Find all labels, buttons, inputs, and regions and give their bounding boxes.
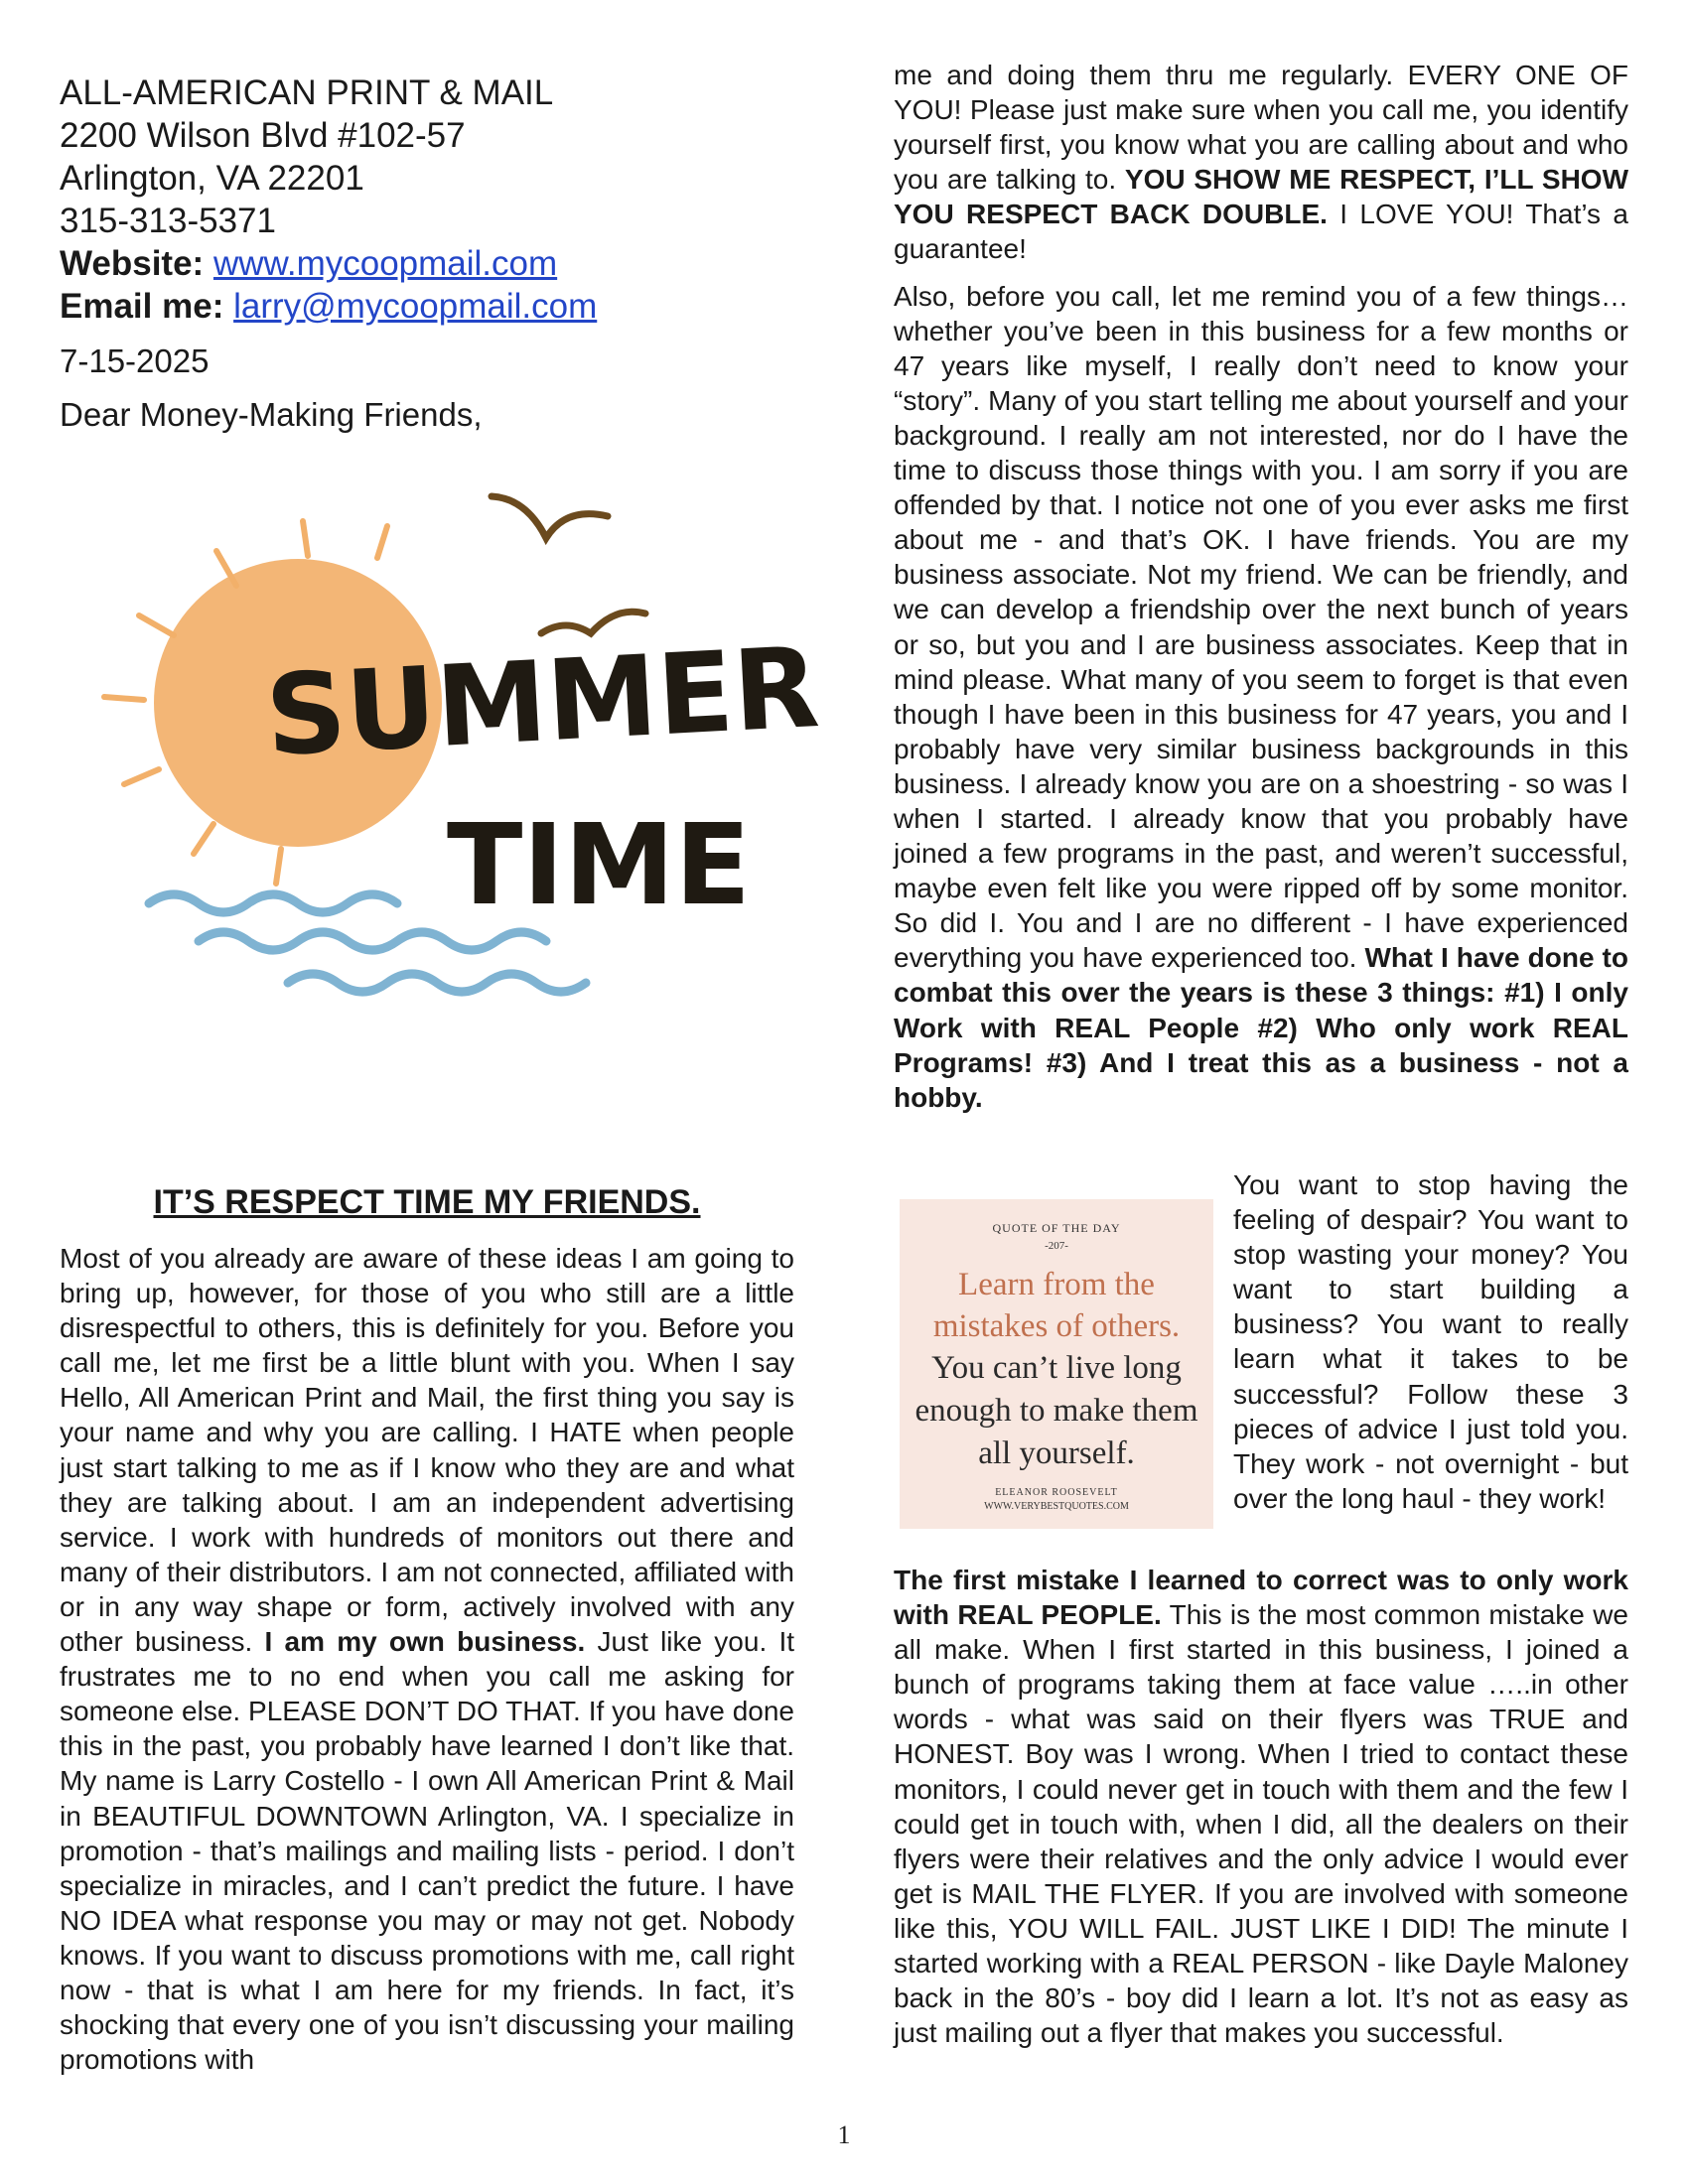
right-bold-first-mistake: The first mistake I learned to correct was to only work with REAL PEOPLE. <box>894 1565 1628 1631</box>
birds-icon <box>492 496 645 633</box>
phone-number: 315-313-5371 <box>60 202 276 240</box>
summer-word: SUMMER <box>262 622 822 781</box>
website-label: Website: <box>60 244 205 283</box>
quote-of-the-day-card <box>900 1199 1213 1529</box>
right-text-3b: This is the most common mistake we all make. When I first started in this business, I joined a bunch of programs taking them at face value …..in other words - what was said on their flyers was TRUE and HONEST. Boy was I wrong. When I tried to contact these monitors, I could never get in touch with them and the few I could get in touch with, when I did, all the dealers on their flyers were their relatives and the only advice I would ever get is MAIL THE FLYER. If you are involved with someone like this, YOU WILL FAIL. JUST LIKE I DID! The minute I started working with a REAL PERSON - like Dayle Maloney back in the 80’s - boy did I learn a lot. It’s not as easy as just mailing out a flyer that makes you successful. <box>894 1599 1629 2049</box>
right-text-1c: I LOVE YOU! That’s a guarantee! <box>894 199 1628 265</box>
right-paragraph-2 <box>894 279 1628 1115</box>
time-word: TIME <box>447 801 752 930</box>
right-text-2a: Also, before you call, let me remind you of a few things…whether you’ve been in this business for a few months or 47 years like myself, I really don’t need to know your “story”. Many of you start telling me about yourself and your background. I really am not interested, nor do I have the time to discuss those things with you. I am sorry if you are offended by that. I notice not one of you ever asks me first about me - and that’s OK. I have friends. You are my business associate. Not my friend. We can be friendly, and we can develop a friendship over the next bunch of years or so, but you and I are business associates. Keep that in mind please. What many of you seem to forget is that even though I have been in this business for 47 years, you and I probably have very similar business backgrounds in this business. I already know you are on a shoestring - so was I when I started. I already know that you probably have joined a few programs in the past, and weren’t successful, maybe even felt like you were ripped off by some monitor. So did I. You and I are no different - I have experienced everything you have experienced too. <box>894 280 1628 974</box>
right-bold-respect: YOU SHOW ME RESPECT, I’LL SHOW YOU RESPECT BACK DOUBLE. <box>894 164 1628 230</box>
address-line-2: Arlington, VA 22201 <box>60 159 364 198</box>
quote-author: ELEANOR ROOSEVELT <box>995 1487 1118 1498</box>
quote-site: WWW.VERYBESTQUOTES.COM <box>984 1501 1129 1512</box>
quote-line-1: Learn from the mistakes of others. <box>932 1267 1181 1344</box>
right-paragraph-3 <box>894 1563 1628 2050</box>
letterhead <box>60 71 794 435</box>
quote-line-2: You can’t live long enough to make them all yourself. <box>914 1350 1198 1471</box>
right-lower-body <box>894 1563 1628 2050</box>
address-line-1: 2200 Wilson Blvd #102-57 <box>60 116 466 155</box>
quote-number: -207- <box>1045 1240 1068 1252</box>
company-name: ALL-AMERICAN PRINT & MAIL <box>60 73 554 112</box>
email-label: Email me: <box>60 287 224 326</box>
beside-quote-paragraph: You want to stop having the feeling of despair? You want to stop wasting your money? You want to start building a business? You want to really learn what it takes to be successful? Follow these 3 pieces of advice I just told you. They work - not overnight - but over the long haul - they work! <box>1233 1169 1628 1514</box>
right-column <box>894 58 1628 1115</box>
greeting: Dear Money-Making Friends, <box>60 396 483 433</box>
email-link[interactable]: larry@mycoopmail.com <box>233 287 598 326</box>
right-text-1a: me and doing them thru me regularly. EVERY ONE OF YOU! Please just make sure when you call me, you identify yourself first, you know what you are calling about and who you are talking to. <box>894 60 1628 196</box>
email-row <box>60 285 794 328</box>
beside-quote-text <box>1233 1167 1628 1516</box>
right-bold-three-things: What I have done to combat this over the years is these 3 things: #1) I only Work with REAL People #2) Who only work REAL Programs! #3) And I treat this as a business - not a hobby. <box>894 942 1628 1113</box>
summer-time-illustration <box>99 467 822 1023</box>
right-paragraph-1 <box>894 58 1628 267</box>
page-number: 1 <box>837 2120 851 2149</box>
left-text-2: Just like you. It frustrates me to no end when you call me asking for someone else. PLEASE DON’T DO THAT. If you have done this in the past, you probably have learned I don’t like that. My name is Larry Costello - I own All American Print & Mail in BEAUTIFUL DOWNTOWN Arlington, VA. I specialize in promotion - that’s mailings and mailing lists - period. I don’t specialize in miracles, and I can’t predict the future. I have NO IDEA what response you may or may not get. Nobody knows. If you want to discuss promotions with me, call right now - that is what I am here for my friends. In fact, it’s shocking that every one of you isn’t discussing your mailing promotions with <box>60 1626 794 2076</box>
left-paragraph <box>60 1241 794 2077</box>
quote-heading: QUOTE OF THE DAY <box>992 1221 1121 1235</box>
left-bold-own-business: I am my own business. <box>264 1626 586 1658</box>
article-title: IT’S RESPECT TIME MY FRIENDS. <box>153 1183 701 1221</box>
letter-date: 7-15-2025 <box>60 342 210 379</box>
left-text-1: Most of you already are aware of these ideas I am going to bring up, however, for those of you who still are a little disrespectful to others, this is definitely for you. Before you call me, let me first be a little blunt with you. When I say Hello, All American Print and Mail, the first thing you say is your name and why you are calling. I HATE when people just start talking to me as if I know who they are and what they are talking about. I am an independent advertising service. I work with hundreds of monitors out there and many of their distributors. I am not connected, affiliated with or in any way shape or form, actively involved with any other business. <box>60 1243 794 1658</box>
left-column-body <box>60 1241 794 2077</box>
website-link[interactable]: www.mycoopmail.com <box>212 244 558 283</box>
website-row <box>60 242 794 285</box>
